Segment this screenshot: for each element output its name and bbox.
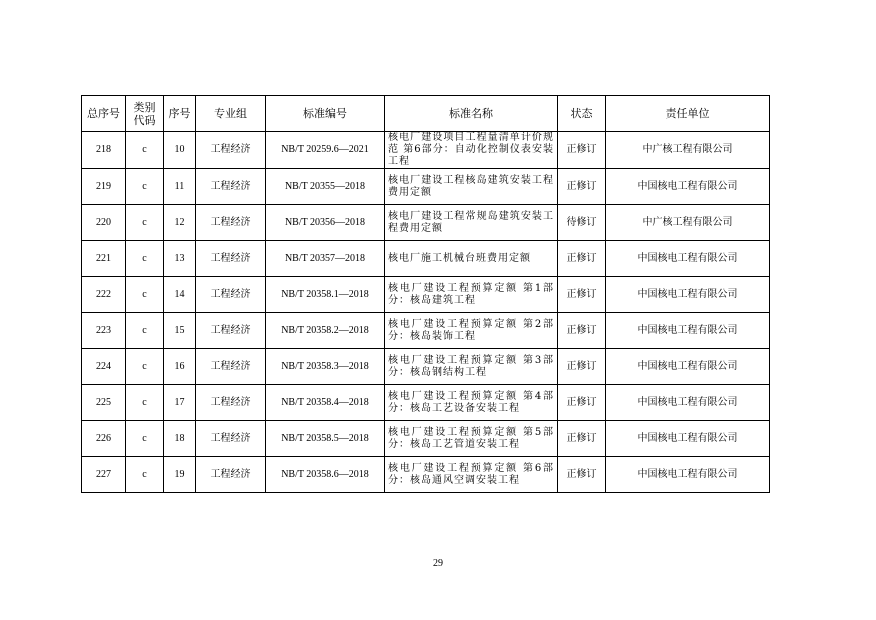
cell-group: 工程经济 (196, 169, 266, 205)
cell-group: 工程经济 (196, 349, 266, 385)
cell-responsible-unit: 中国核电工程有限公司 (606, 457, 770, 493)
cell-status: 待修订 (558, 205, 606, 241)
cell-standard-number: NB/T 20358.2—2018 (266, 313, 385, 349)
table-row (82, 169, 770, 205)
cell-status: 正修订 (558, 313, 606, 349)
cell-total-no: 224 (82, 349, 126, 385)
cell-responsible-unit: 中国核电工程有限公司 (606, 313, 770, 349)
cell-responsible-unit: 中国核电工程有限公司 (606, 421, 770, 457)
cell-no: 16 (164, 349, 196, 385)
cell-category-code: c (126, 169, 164, 205)
header-standard-number: 标准编号 (266, 96, 385, 132)
cell-status: 正修订 (558, 349, 606, 385)
page-number: 29 (433, 558, 443, 569)
cell-status: 正修订 (558, 169, 606, 205)
cell-category-code: c (126, 349, 164, 385)
cell-responsible-unit: 中国核电工程有限公司 (606, 349, 770, 385)
cell-status: 正修订 (558, 385, 606, 421)
header-group: 专业组 (196, 96, 266, 132)
cell-no: 15 (164, 313, 196, 349)
cell-standard-name: 核电厂建设工程预算定额 第5部分：核岛工艺管道安装工程 (385, 421, 558, 457)
cell-category-code: c (126, 241, 164, 277)
cell-total-no: 225 (82, 385, 126, 421)
cell-standard-name: 核电厂建设工程预算定额 第6部分：核岛通风空调安装工程 (385, 457, 558, 493)
cell-status: 正修订 (558, 457, 606, 493)
table-row (82, 241, 770, 277)
cell-group: 工程经济 (196, 421, 266, 457)
cell-category-code: c (126, 313, 164, 349)
cell-responsible-unit: 中广核工程有限公司 (606, 132, 770, 169)
cell-standard-number: NB/T 20357—2018 (266, 241, 385, 277)
cell-group: 工程经济 (196, 313, 266, 349)
cell-total-no: 220 (82, 205, 126, 241)
table-row (82, 132, 770, 169)
cell-responsible-unit: 中国核电工程有限公司 (606, 385, 770, 421)
cell-standard-number: NB/T 20358.3—2018 (266, 349, 385, 385)
cell-group: 工程经济 (196, 132, 266, 169)
cell-group: 工程经济 (196, 277, 266, 313)
cell-standard-number: NB/T 20355—2018 (266, 169, 385, 205)
cell-total-no: 226 (82, 421, 126, 457)
table-row (82, 457, 770, 493)
cell-no: 13 (164, 241, 196, 277)
cell-standard-number: NB/T 20259.6—2021 (266, 132, 385, 169)
cell-standard-name: 核电厂建设工程常规岛建筑安装工程费用定额 (385, 205, 558, 241)
cell-total-no: 223 (82, 313, 126, 349)
table-row (82, 277, 770, 313)
cell-standard-name: 核电厂建设工程预算定额 第3部分：核岛钢结构工程 (385, 349, 558, 385)
cell-status: 正修订 (558, 132, 606, 169)
cell-no: 17 (164, 385, 196, 421)
standards-table (81, 95, 770, 493)
cell-standard-name: 核电厂建设工程预算定额 第1部分：核岛建筑工程 (385, 277, 558, 313)
cell-group: 工程经济 (196, 457, 266, 493)
cell-total-no: 222 (82, 277, 126, 313)
header-category-code: 类别代码 (126, 96, 164, 132)
cell-no: 11 (164, 169, 196, 205)
cell-standard-name: 核电厂建设工程预算定额 第2部分：核岛装饰工程 (385, 313, 558, 349)
header-no: 序号 (164, 96, 196, 132)
cell-no: 14 (164, 277, 196, 313)
cell-status: 正修订 (558, 421, 606, 457)
cell-category-code: c (126, 132, 164, 169)
cell-standard-number: NB/T 20358.6—2018 (266, 457, 385, 493)
cell-responsible-unit: 中国核电工程有限公司 (606, 169, 770, 205)
table-row (82, 421, 770, 457)
cell-total-no: 227 (82, 457, 126, 493)
cell-group: 工程经济 (196, 241, 266, 277)
table-row (82, 313, 770, 349)
cell-status: 正修订 (558, 277, 606, 313)
cell-standard-number: NB/T 20358.4—2018 (266, 385, 385, 421)
cell-responsible-unit: 中国核电工程有限公司 (606, 241, 770, 277)
cell-standard-name: 核电厂施工机械台班费用定额 (385, 241, 558, 277)
cell-standard-number: NB/T 20358.1—2018 (266, 277, 385, 313)
cell-responsible-unit: 中国核电工程有限公司 (606, 277, 770, 313)
cell-status: 正修订 (558, 241, 606, 277)
cell-category-code: c (126, 457, 164, 493)
cell-category-code: c (126, 421, 164, 457)
cell-standard-name: 核电厂建设项目工程量清单计价规范 第6部分：自动化控制仪表安装工程 (385, 132, 558, 169)
table-row (82, 205, 770, 241)
cell-standard-name: 核电厂建设工程预算定额 第4部分：核岛工艺设备安装工程 (385, 385, 558, 421)
table-row (82, 385, 770, 421)
header-row (82, 96, 770, 132)
table-row (82, 349, 770, 385)
cell-no: 12 (164, 205, 196, 241)
cell-standard-name: 核电厂建设工程核岛建筑安装工程费用定额 (385, 169, 558, 205)
cell-standard-number: NB/T 20358.5—2018 (266, 421, 385, 457)
cell-category-code: c (126, 385, 164, 421)
header-status: 状态 (558, 96, 606, 132)
cell-group: 工程经济 (196, 205, 266, 241)
cell-no: 18 (164, 421, 196, 457)
cell-category-code: c (126, 205, 164, 241)
cell-standard-number: NB/T 20356—2018 (266, 205, 385, 241)
cell-category-code: c (126, 277, 164, 313)
cell-group: 工程经济 (196, 385, 266, 421)
header-standard-name: 标准名称 (385, 96, 558, 132)
cell-total-no: 221 (82, 241, 126, 277)
header-responsible-unit: 责任单位 (606, 96, 770, 132)
header-total-no: 总序号 (82, 96, 126, 132)
cell-no: 10 (164, 132, 196, 169)
cell-no: 19 (164, 457, 196, 493)
cell-total-no: 218 (82, 132, 126, 169)
cell-total-no: 219 (82, 169, 126, 205)
cell-responsible-unit: 中广核工程有限公司 (606, 205, 770, 241)
